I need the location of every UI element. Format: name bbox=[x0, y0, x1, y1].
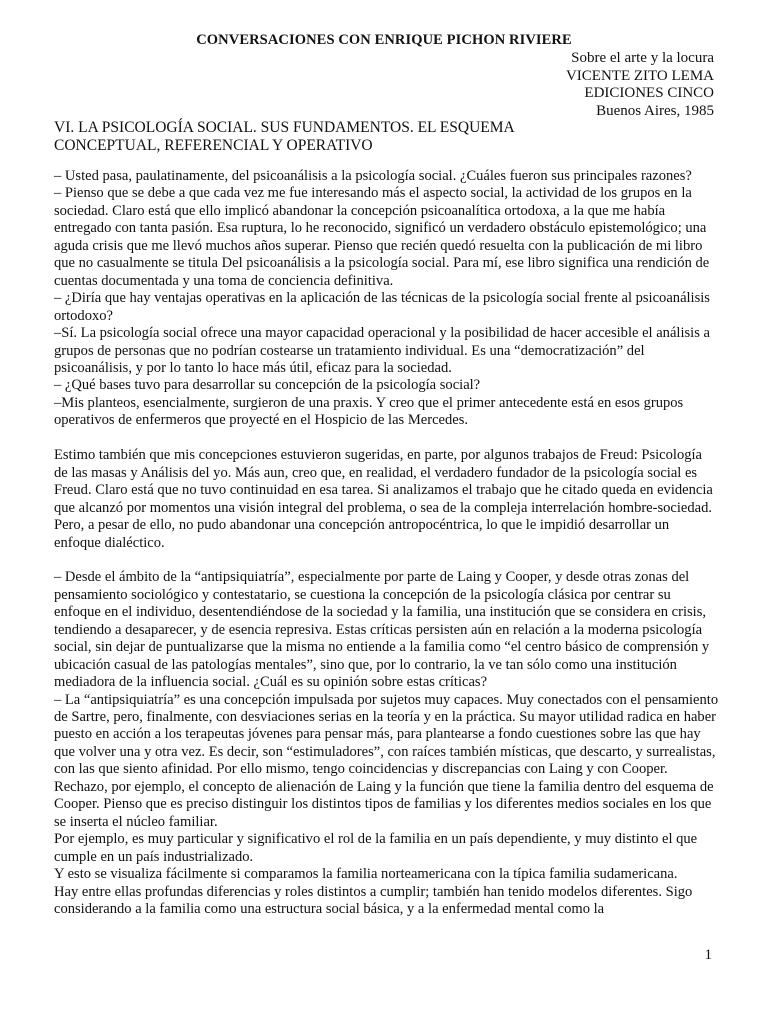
answer-paragraph: – Pienso que se debe a que cada vez me fue interesando más el aspecto social, la actividad de los grupos en la sociedad. Claro está que ello implicó abandonar la concepción psicoanalítica ortodoxa, a la que me había entregado con tanta pasión. Esa ruptura, lo he reconocido, significó un verdadero obstáculo epistemológico; una aguda crisis que me llevó muchos años superar. Pienso que recién quedó resuelta con la publicación de mi libro que no casualmente se titula Del psicoanálisis a la psicología social. Para mí, ese libro significa una rendición de cuentas documentada y una toma de conciencia definitiva. bbox=[54, 185, 710, 289]
author-name: VICENTE ZITO LEMA bbox=[565, 67, 714, 84]
publication-place-date: Buenos Aires, 1985 bbox=[596, 102, 714, 119]
answer-paragraph: –Mis planteos, esencialmente, surgieron de una praxis. Y creo que el primer antecedente está en esos grupos operativos de enfermeros que proyecté en el Hospicio de las Mercedes. bbox=[54, 394, 684, 429]
question-paragraph: – ¿Diría que hay ventajas operativas en la aplicación de las técnicas de la psicología social frente al psicoanálisis ortodoxo? bbox=[54, 290, 710, 324]
body-paragraph: Estimo también que mis concepciones estuvieron sugeridas, en parte, por algunos trabajos de Freud: Psicología de las masas y Análisis del yo. Más aun, creo que, en realidad, el verdadero fundador de la psicología social es Freud. Claro está que no tuvo continuidad en esa tarea. Si analizamos el trabajo que he citado queda en evidencia que alcanzó por momentos una visión integral del problema, o sea de la compleja interrelación hombre-sociedad. Pero, a pesar de ello, no pudo abandonar una concepción antropocéntrica, lo que le impidió desarrollar un enfoque dialéctico. bbox=[54, 447, 713, 551]
document-title: CONVERSACIONES CON ENRIQUE PICHON RIVIERE bbox=[196, 32, 572, 48]
book-subtitle: Sobre el arte y la locura bbox=[571, 50, 714, 66]
body-paragraph: Y esto se visualiza fácilmente si comparamos la familia norteamericana con la típica familia sudamericana. bbox=[54, 866, 678, 883]
publisher-name: EDICIONES CINCO bbox=[584, 85, 714, 101]
section-heading: VI. LA PSICOLOGÍA SOCIAL. SUS FUNDAMENTOS. EL ESQUEMA CONCEPTUAL, REFERENCIAL Y OPERATIVO bbox=[54, 119, 514, 154]
question-paragraph: – ¿Qué bases tuvo para desarrollar su concepción de la psicología social? bbox=[54, 377, 481, 394]
answer-paragraph: – La “antipsiquiatría” es una concepción impulsada por sujetos muy capaces. Muy conectados con el pensamiento de Sartre, pero, finalmente, con desviaciones serias en la teoría y en la práctica. Su mayor utilidad radica en haber puesto en acción a los terapeutas jóvenes para pensar más, para plantearse a fondo cuestiones sobre las que hay que volver una y otra vez. Es decir, son “estimuladores”, con raíces también místicas, que descarto, y surrealistas, con las que siento afinidad. Por ello mismo, tengo coincidencias y discrepancias con Laing y con Cooper. Rechazo, por ejemplo, el concepto de alienación de Laing y la función que tiene la familia dentro del esquema de Cooper. Pienso que es preciso distinguir los distintos tipos de familias y los diferentes medios sociales en los que se inserta el núcleo familiar. bbox=[54, 691, 719, 830]
publication-info bbox=[566, 50, 714, 120]
answer-paragraph: –Sí. La psicología social ofrece una mayor capacidad operacional y la posibilidad de hacer accesible el análisis a grupos de personas que no podrían costearse un tratamiento individual. Es una “democratización” del psicoanálisis, y por lo tanto lo hace más útil, eficaz para la sociedad. bbox=[54, 325, 710, 376]
document-body bbox=[54, 168, 719, 918]
body-paragraph: Hay entre ellas profundas diferencias y roles distintos a cumplir; también han tenido modelos diferentes. Sigo considerando a la familia como una estructura social básica, y a la enfermedad mental como la bbox=[54, 883, 693, 917]
body-paragraph: Por ejemplo, es muy particular y significativo el rol de la familia en un país dependiente, y muy distinto el que cumple en un país industrializado. bbox=[54, 831, 698, 865]
question-paragraph: – Desde el ámbito de la “antipsiquiatría”, especialmente por parte de Laing y Cooper, y desde otras zonas del pensamiento sociológico y contestatario, se cuestiona la concepción de la psicología clásica por centrar su enfoque en el individuo, desentendiéndose de la sociedad y la familia, una institución que se considera en crisis, tendiendo a desaparecer, y de esencia represiva. Estas críticas persisten aún en relación a la moderna psicología social, sin dejar de puntualizarse que la misma no entiende a la familia como “el centro básico de comprensión y ubicación casual de las patologías mentales”, sino que, por lo contrario, la ve tan sólo como una institución mediadora de la influencia social. ¿Cuál es su opinión sobre estas críticas? bbox=[54, 569, 710, 691]
page-number: 1 bbox=[704, 947, 712, 963]
question-paragraph: – Usted pasa, paulatinamente, del psicoanálisis a la psicología social. ¿Cuáles fueron sus principales razones? bbox=[54, 168, 692, 184]
